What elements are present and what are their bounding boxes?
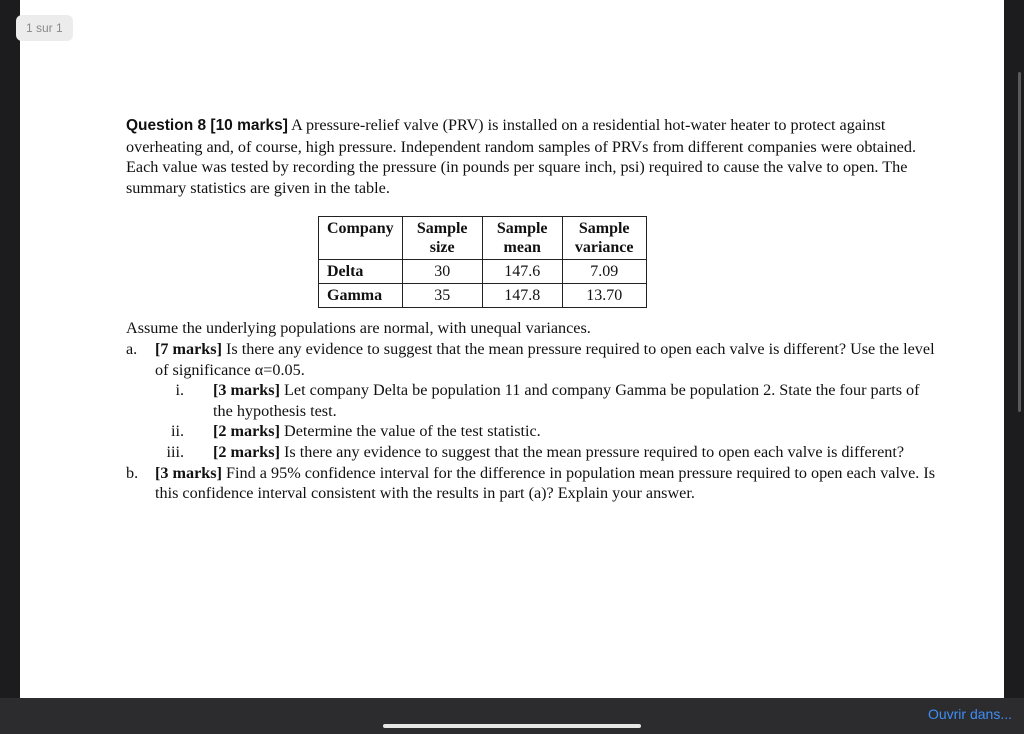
table-row <box>319 284 647 308</box>
subpart-iii-text: Is there any evidence to suggest that the mean pressure required to open each valve is different? <box>280 442 905 461</box>
subpart-ii <box>126 421 936 442</box>
header-sample-variance: Sample variance <box>562 217 646 260</box>
part-b-text: Find a 95% confidence interval for the difference in population mean pressure required to open each valve. Is this confidence interval consistent with the results in part (a)? Explain your answer. <box>155 463 936 503</box>
subpart-ii-marks: [2 marks] <box>213 422 280 441</box>
table-cell: 147.8 <box>482 284 562 308</box>
part-b-label: b. <box>126 463 139 482</box>
table-cell: 30 <box>402 260 482 284</box>
part-a-label: a. <box>126 339 138 358</box>
home-indicator[interactable] <box>383 724 641 728</box>
header-company: Company <box>319 217 403 260</box>
part-a <box>126 339 936 380</box>
table-cell: Delta <box>319 260 403 284</box>
question-intro <box>126 115 936 198</box>
table-header-row <box>319 217 647 260</box>
table-cell: 7.09 <box>562 260 646 284</box>
document-page <box>20 0 1004 698</box>
table-cell: 13.70 <box>562 284 646 308</box>
scrollbar[interactable] <box>1018 72 1021 412</box>
subpart-iii <box>126 442 936 463</box>
subpart-i-text: Let company Delta be population 11 and company Gamma be population 2. State the four parts of the hypothesis test. <box>213 381 920 420</box>
subpart-i-label: i. <box>175 381 184 400</box>
part-b-marks: [3 marks] <box>155 463 222 482</box>
table-cell: 35 <box>402 284 482 308</box>
table-cell: 147.6 <box>482 260 562 284</box>
bottom-toolbar <box>0 698 1024 734</box>
subpart-i-marks: [3 marks] <box>213 381 280 400</box>
page-indicator: 1 sur 1 <box>16 15 73 41</box>
question-heading: Question 8 [10 marks] <box>126 117 288 134</box>
open-in-button[interactable]: Ouvrir dans... <box>927 706 1012 722</box>
part-b <box>126 463 936 504</box>
table-row <box>319 260 647 284</box>
question-block <box>126 115 936 504</box>
table-cell: Gamma <box>319 284 403 308</box>
subpart-iii-label: iii. <box>166 442 184 461</box>
subpart-i <box>126 380 936 421</box>
part-a-marks: [7 marks] <box>155 339 222 358</box>
subpart-iii-marks: [2 marks] <box>213 442 280 461</box>
question-intro-text: A pressure-relief valve (PRV) is installed on a residential hot-water heater to protect against overheating and, of course, high pressure. Independent random samples of PRVs from different companies were obtained. Each value was tested by recording the pressure (in pounds per square inch, psi) required to cause the valve to open. The summary statistics are given in the table. <box>126 116 917 197</box>
part-a-text: Is there any evidence to suggest that the mean pressure required to open each valve is different? Use the level of significance α=0.05. <box>155 339 935 379</box>
summary-statistics-table <box>318 216 647 308</box>
header-sample-size: Sample size <box>402 217 482 260</box>
subpart-ii-text: Determine the value of the test statistic. <box>280 422 541 441</box>
assumption-text: Assume the underlying populations are normal, with unequal variances. <box>126 319 591 338</box>
subpart-ii-label: ii. <box>170 422 184 441</box>
header-sample-mean: Sample mean <box>482 217 562 260</box>
